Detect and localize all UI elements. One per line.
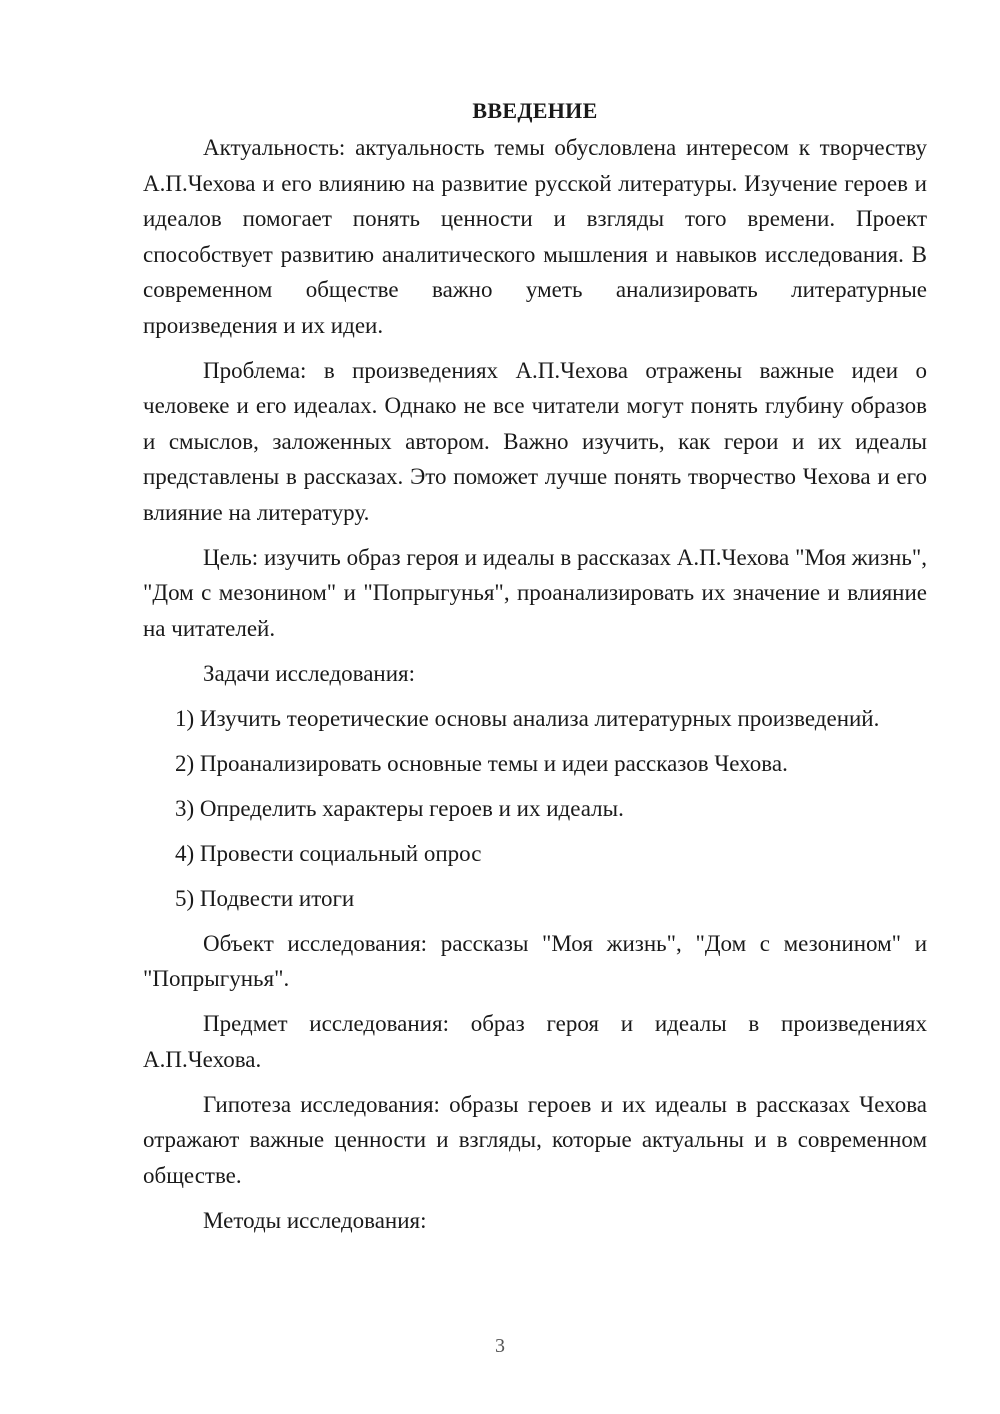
paragraph-object: Объект исследования: рассказы "Моя жизнь", "Дом с мезонином" и "Попрыгунья". xyxy=(143,930,927,991)
task-item-3: 3) Определить характеры героев и их идеалы. xyxy=(175,795,624,821)
paragraph-methods-heading: Методы исследования: xyxy=(203,1207,427,1233)
task-item-2: 2) Проанализировать основные темы и идеи рассказов Чехова. xyxy=(175,750,788,776)
section-title: ВВЕДЕНИЕ xyxy=(472,98,598,123)
paragraph-tasks-heading: Задачи исследования: xyxy=(203,660,416,686)
paragraph-subject: Предмет исследования: образ героя и идеалы в произведениях А.П.Чехова. xyxy=(143,1011,927,1072)
paragraph-hypothesis: Гипотеза исследования: образы героев и их идеалы в рассказах Чехова отражают важные ценности и взгляды, которые актуальны и в современном обществе. xyxy=(143,1091,927,1188)
page-number: 3 xyxy=(495,1335,505,1357)
paragraph-problem: Проблема: в произведениях А.П.Чехова отражены важные идеи о человеке и его идеалах. Однако не все читатели могут понять глубину образов и смыслов, заложенных автором. Важно изучить, как герои и их идеалы представлены в рассказах. Это поможет лучше понять творчество Чехова и его влияние на литературу. xyxy=(143,357,927,525)
page-body xyxy=(143,93,927,1248)
paragraph-goal: Цель: изучить образ героя и идеалы в рассказах А.П.Чехова "Моя жизнь", "Дом с мезонином" и "Попрыгунья", проанализировать их значение и влияние на читателей. xyxy=(143,544,927,641)
paragraph-relevance: Актуальность: актуальность темы обусловлена интересом к творчеству А.П.Чехова и его влиянию на развитие русской литературы. Изучение героев и идеалов помогает понять ценности и взгляды того времени. Проект способствует развитию аналитического мышления и навыков исследования. В современном обществе важно уметь анализировать литературные произведения и их идеи. xyxy=(143,135,927,338)
task-item-5: 5) Подвести итоги xyxy=(175,885,355,911)
task-item-1: 1) Изучить теоретические основы анализа литературных произведений. xyxy=(175,705,880,731)
task-item-4: 4) Провести социальный опрос xyxy=(175,840,482,866)
